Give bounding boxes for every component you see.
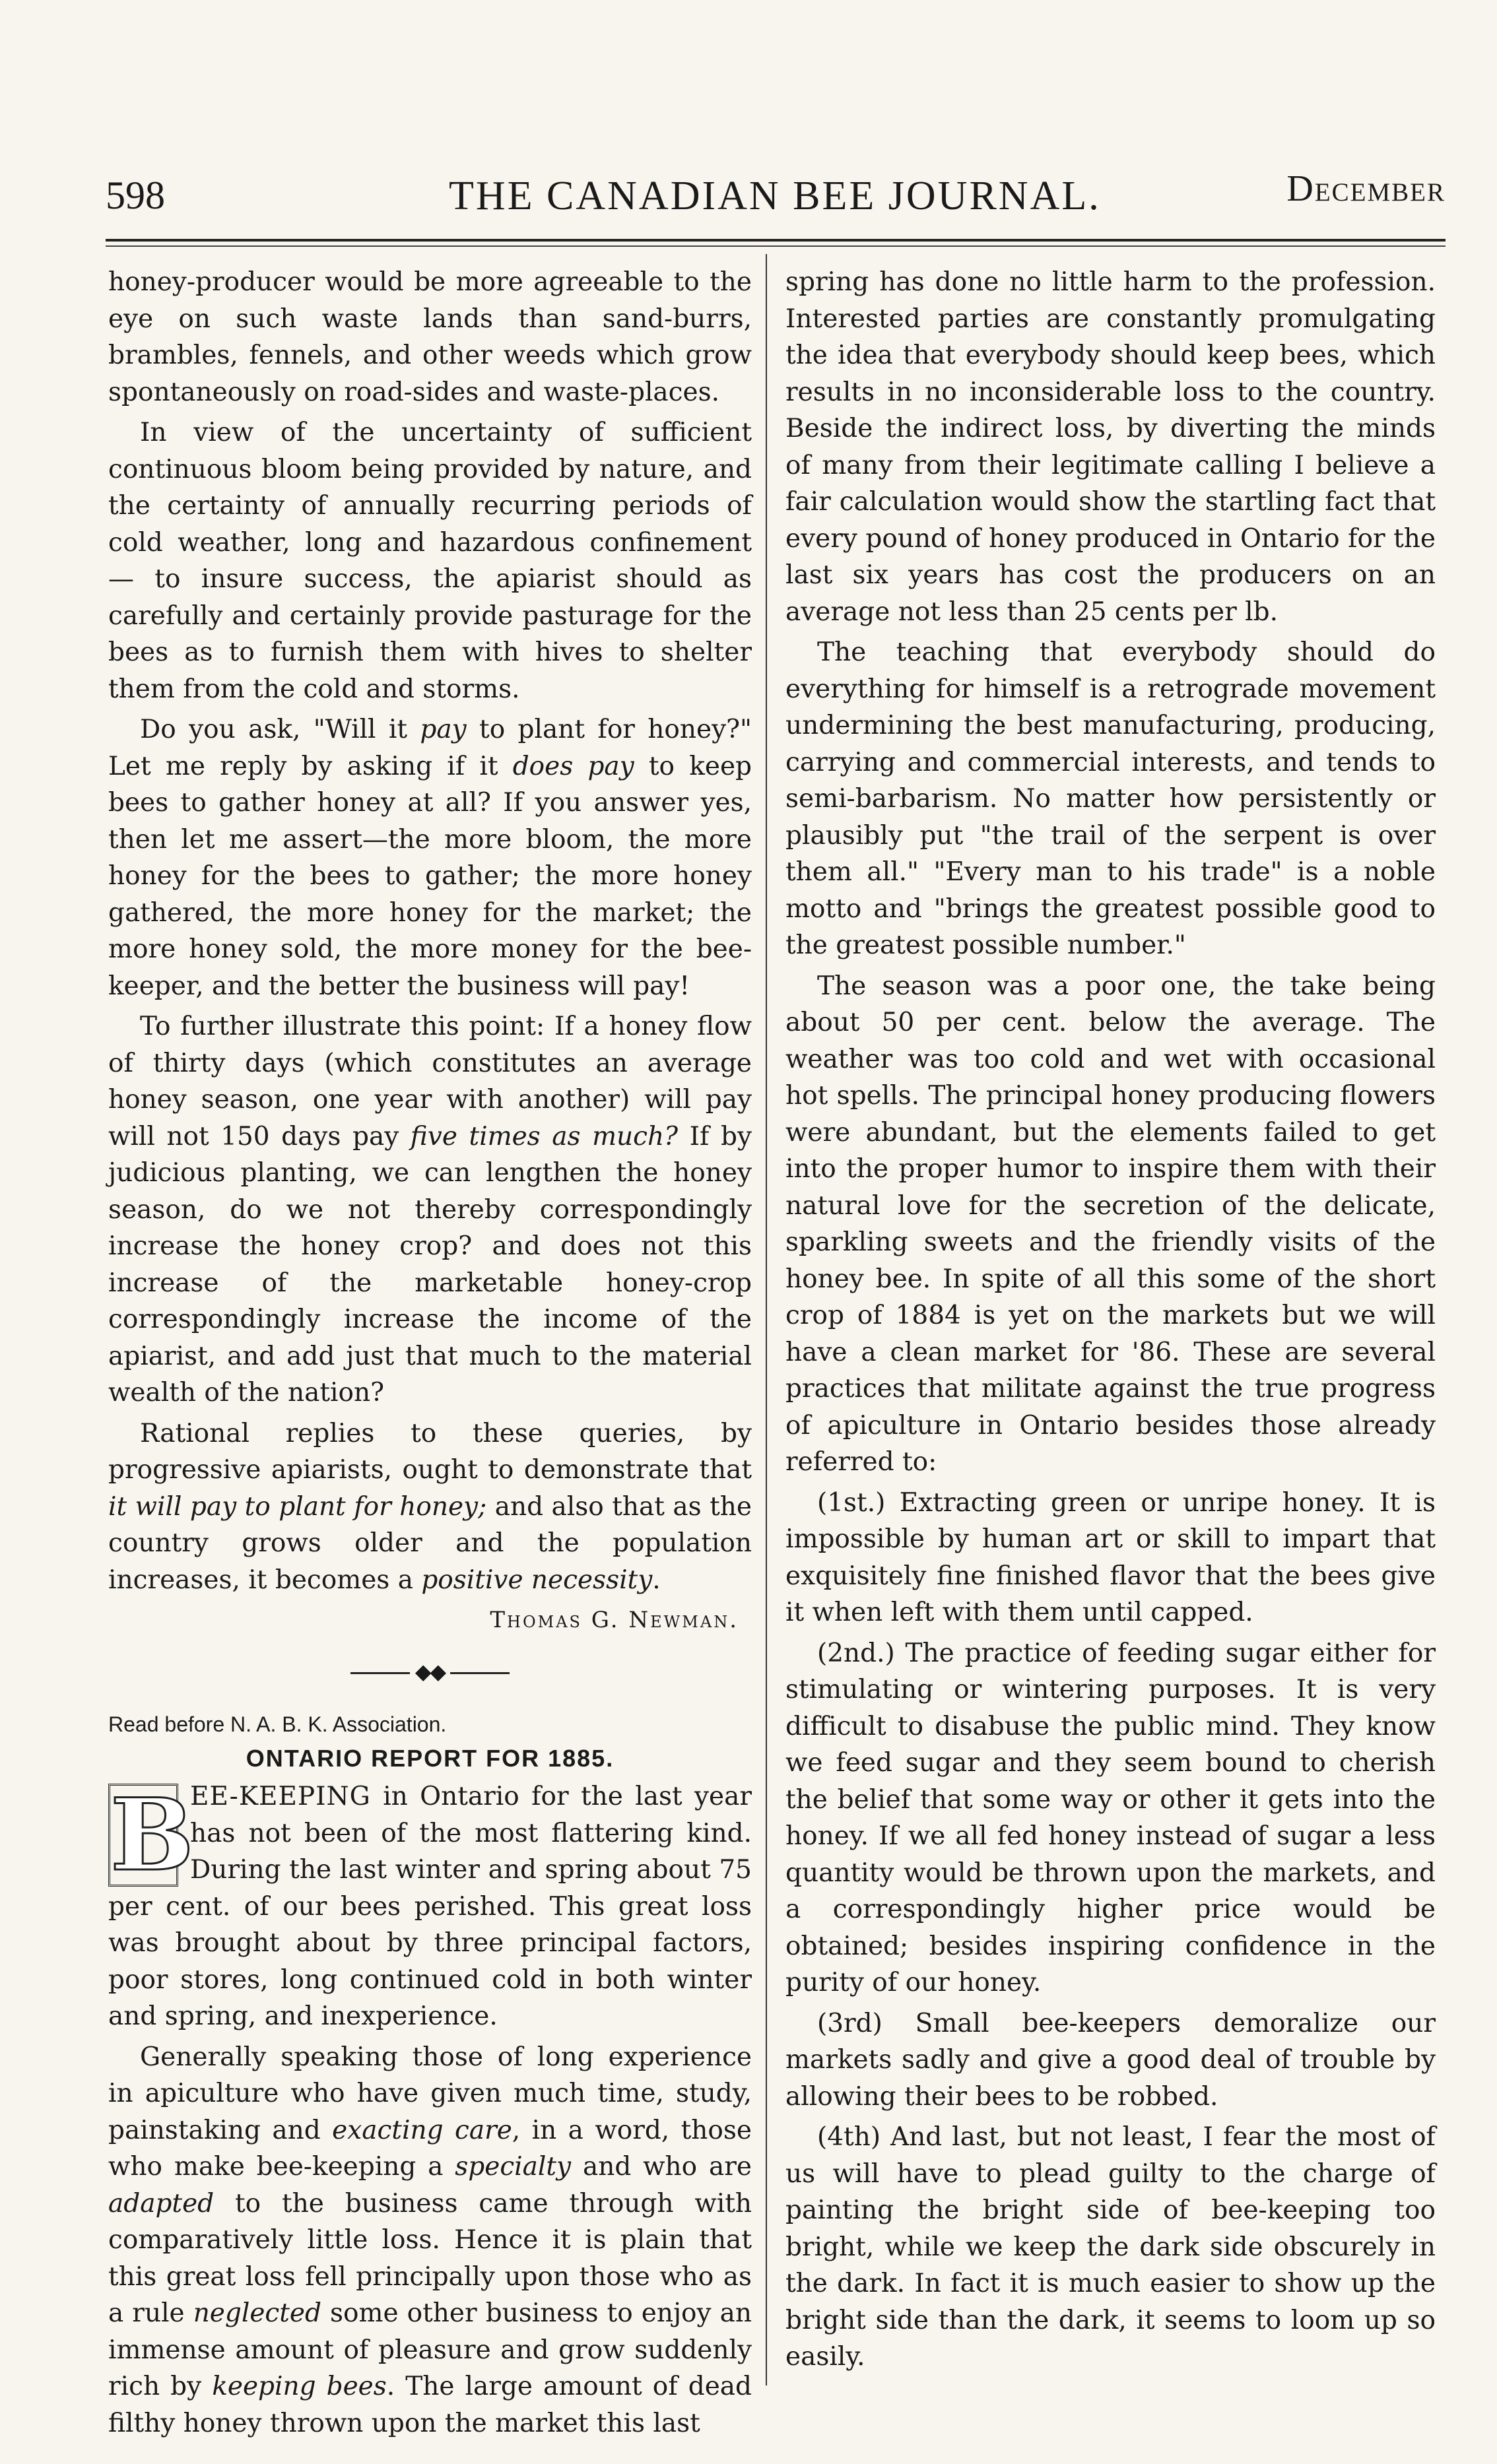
journal-title: THE CANADIAN BEE JOURNAL. <box>449 174 1101 218</box>
text-run: and who are <box>571 2152 752 2182</box>
drop-cap: B <box>108 1784 178 1887</box>
text-run: some other business to enjoy an immense amount of pleasure and grow suddenly rich by <box>108 2298 752 2401</box>
header-rule <box>106 239 1446 242</box>
text-run: and also that as the country grows older and the population increases, it becomes a <box>108 1491 752 1595</box>
emphasis: it will pay to plant for honey; <box>108 1491 487 1522</box>
paragraph: (1st.) Extracting green or unripe honey. It is impossible by human art or skill to impart that exquisitely fine finished flavor that the bees give it when left with them until capped. <box>785 1487 1436 1627</box>
paragraph: (4th) And last, but not least, I fear the most of us will have to plead guilty to the charge of painting the bright side of bee-keeping too bright, while we keep the dark side obscurely in the dark. In fact it is much easier to show up the bright side than the dark, it seems to loom up so easily. <box>785 2122 1436 2372</box>
page-header <box>106 168 1446 226</box>
opening-word: EE-KEEPING <box>190 1782 371 1811</box>
right-column <box>785 264 1436 2380</box>
text-run: Generally speaking those of long experience in apiculture who have given much time, study, painstaking and <box>108 2042 752 2145</box>
text-run: in Ontario for the last year has not been of the most flattering kind. During the last winter and spring about 75 per cent. of our bees perished. This great loss was brought about by three principal factors, poor stores, long continued cold in both winter and spring, and inexperience. <box>108 1782 752 2031</box>
section-title: ONTARIO REPORT FOR 1885. <box>246 1745 615 1772</box>
text-run: Do you ask, "Will it <box>140 715 420 744</box>
emphasis: five times as much? <box>410 1121 679 1151</box>
text-run: Rational replies to these queries, by progressive apiarists, ought to demonstrate that <box>108 1418 752 1485</box>
column-divider <box>766 254 767 2385</box>
emphasis: specialty <box>455 2152 572 2182</box>
emphasis: adapted <box>108 2188 215 2219</box>
ornament-rule-left <box>350 1672 410 1674</box>
emphasis: keeping bees <box>212 2372 387 2401</box>
paragraph: spring has done no little harm to the profession. Interested parties are constantly promulgating the idea that everybody should keep bees, which results in no inconsiderable loss to the country. Beside the indirect loss, by diverting the minds of many from their legitimate calling I believe a fair calculation would show the startling fact that every pound of honey produced in Ontario for the last six years has cost the producers on an average not less than 25 cents per lb. <box>785 267 1436 627</box>
paragraph: The teaching that everybody should do everything for himself is a retrograde movement undermining the best manufacturing, producing, carrying and commercial interests, and tends to semi-barbarism. No matter how persistently or plausibly put "the trail of the serpent is over them all." "Every man to his trade" is a noble motto and "brings the greatest possible good to the greatest possible number." <box>785 637 1436 960</box>
section-ornament <box>108 1654 752 1691</box>
text-run: If by judicious planting, we can lengthen the honey season, do we not thereby correspondingly increase the honey crop? and does not this increase of the marketable honey-crop correspondingly increase the income of the apiarist, and add just that much to the material wealth of the nation? <box>108 1121 752 1408</box>
ornament-glyph: ◆◆ <box>415 1658 446 1684</box>
text-run: . The large amount of dead filthy honey thrown upon the market this last <box>108 2372 752 2438</box>
text-run: , in a word, those who make bee-keeping a <box>108 2115 752 2182</box>
paragraph-with-dropcap <box>108 1778 752 2035</box>
paragraph: (3rd) Small bee-keepers demoralize our markets sadly and give a good deal of trouble by allowing their bees to be robbed. <box>785 2008 1436 2112</box>
text-run: . <box>652 1565 661 1595</box>
text-run: To further illustrate this point: If a honey flow of thirty days (which constitutes an average honey season, one year with another) will pay will not 150 days pay <box>108 1012 752 1151</box>
author-signature: Thomas G. Newman. <box>490 1607 739 1633</box>
page-number: 598 <box>106 174 165 217</box>
text-run: to keep bees to gather honey at all? If you answer yes, then let me assert—the more bloom, the more honey for the bees to gather; the more honey gathered, the more honey for the market; the more honey sold, the more money for the bee-keeper, and the better the business will pay! <box>108 751 752 1001</box>
paragraph <box>108 1415 752 1599</box>
ornament-rule-right <box>450 1672 510 1674</box>
paragraph: The season was a poor one, the take being about 50 per cent. below the average. The weather was too cold and wet with occasional hot spells. The principal honey producing flowers were abundant, but the elements failed to get into the proper humor to inspire them with their natural love for the secretion of the delicate, sparkling sweets and the friendly visits of the honey bee. In spite of all this some of the short crop of 1884 is yet on the markets but we will have a clean market for '86. These are several practices that militate against the true progress of apiculture in Ontario besides those already referred to: <box>785 971 1436 1477</box>
emphasis: neglected <box>193 2298 321 2328</box>
read-before-note: Read before N. A. B. K. Association. <box>108 1712 447 1736</box>
issue-month: December <box>1286 168 1446 209</box>
emphasis: exacting care <box>332 2115 512 2145</box>
emphasis: positive necessity <box>421 1565 653 1595</box>
paragraph: (2nd.) The practice of feeding sugar either for stimulating or wintering purposes. It is very difficult to disabuse the public mind. They know we feed sugar and they seem bound to cherish the belief that some way or other it gets into the honey. If we all fed honey instead of sugar a less quantity would be thrown upon the markets, and a correspondingly higher price would be obtained; besides inspiring confidence in the purity of our honey. <box>785 1638 1436 1997</box>
emphasis: does pay <box>512 751 634 781</box>
paragraph: honey-producer would be more agreeable to the eye on such waste lands than sand-burrs, brambles, fennels, and other weeds which grow spontaneously on road-sides and waste-places. <box>108 267 752 407</box>
left-column <box>108 264 752 2446</box>
paragraph <box>108 2039 752 2442</box>
text-run: to plant for honey?" Let me reply by asking if it <box>108 715 752 781</box>
header-rule-secondary <box>106 245 1446 247</box>
paragraph: In view of the uncertainty of sufficient continuous bloom being provided by nature, and the certainty of annually recurring periods of cold weather, long and hazardous confinement — to insure success, the apiarist should as carefully and certainly provide pasturage for the bees as to furnish them with hives to shelter them from the cold and storms. <box>108 418 752 704</box>
paragraph <box>108 1008 752 1411</box>
text-run: to the business came through with comparatively little loss. Hence it is plain that this great loss fell principally upon those who as a rule <box>108 2188 752 2328</box>
emphasis: pay <box>420 715 467 744</box>
paragraph <box>108 711 752 1004</box>
